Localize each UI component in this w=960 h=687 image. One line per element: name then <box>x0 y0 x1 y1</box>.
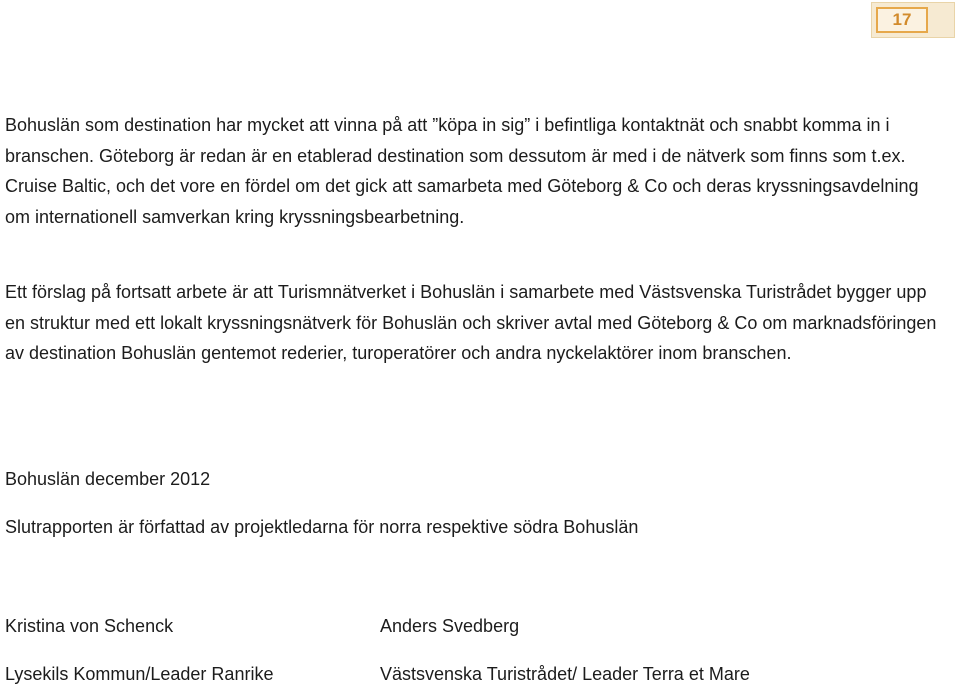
body-paragraph-1: Bohuslän som destination har mycket att vinna på att ”köpa in sig” i befintliga kontaktnät och snabbt komma in i branschen. Göteborg är redan är en etablerad destination som dessutom är med i de nätverk som finns som t.ex. Cruise Baltic, och det vore en fördel om det gick att samarbeta med Göteborg & Co och deras kryssningsavdelning om internationell samverkan kring kryssningsbearbetning. <box>5 115 919 227</box>
signature-organization-2: Västsvenska Turistrådet/ Leader Terra et Mare <box>380 664 750 684</box>
authors-line: Slutrapporten är författad av projektledarna för norra respektive södra Bohuslän <box>5 517 639 537</box>
signature-name-1: Kristina von Schenck <box>5 616 174 636</box>
page-number-box <box>871 2 955 38</box>
signature-organization-1: Lysekils Kommun/Leader Ranrike <box>5 664 274 684</box>
date-line: Bohuslän december 2012 <box>5 469 211 489</box>
page-number: 17 <box>876 7 928 33</box>
body-paragraph-2: Ett förslag på fortsatt arbete är att Turismnätverket i Bohuslän i samarbete med Västsvenska Turistrådet bygger upp en struktur med ett lokalt kryssningsnätverk för Bohuslän och skriver avtal med Göteborg & Co om marknadsföringen av destination Bohuslän gentemot rederier, turoperatörer och andra nyckelaktörer inom branschen. <box>5 282 937 363</box>
signature-name-2: Anders Svedberg <box>380 616 520 636</box>
